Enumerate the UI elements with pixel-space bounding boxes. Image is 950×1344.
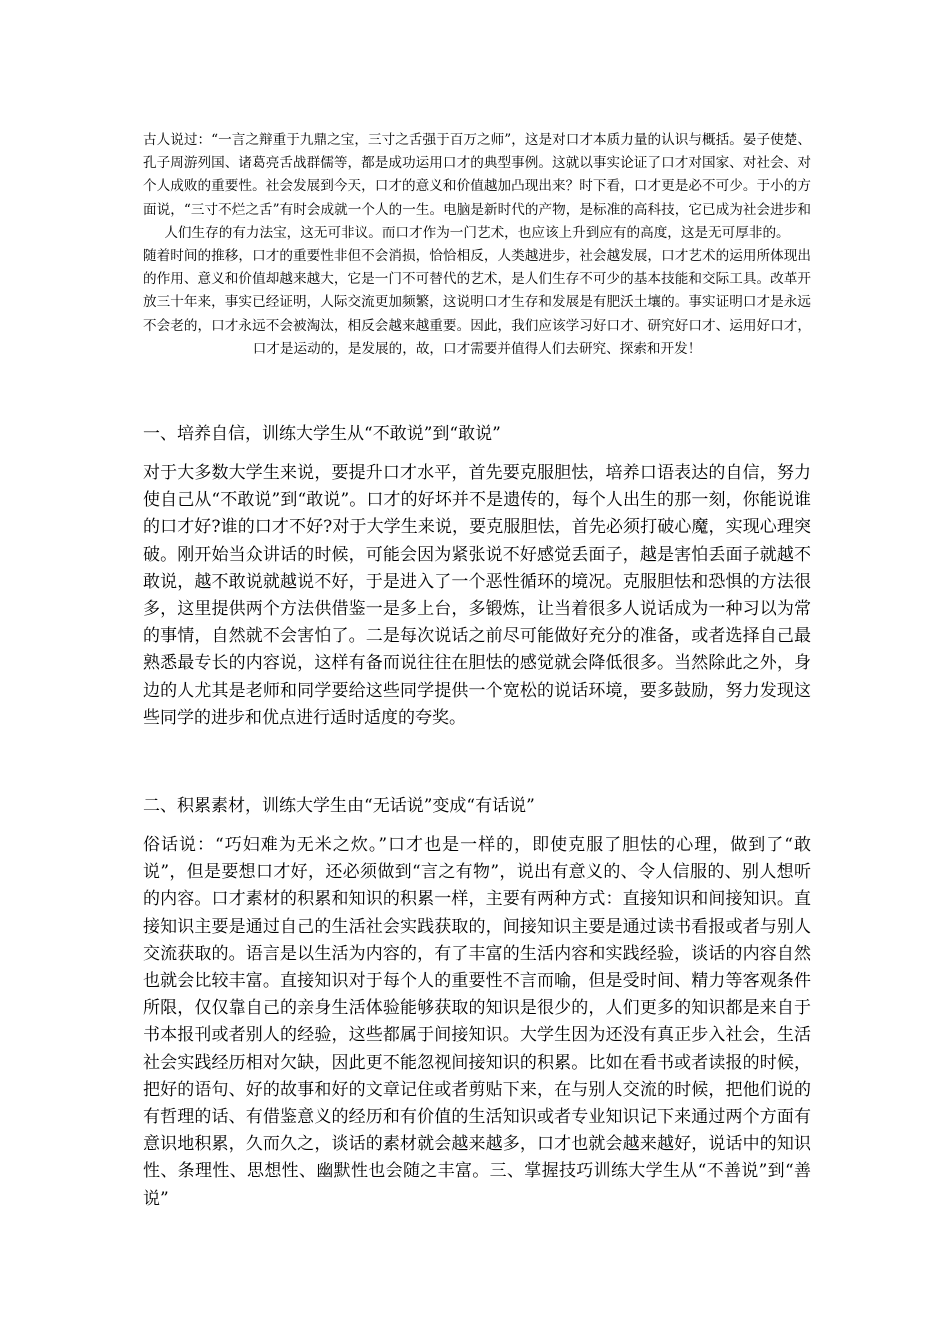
section-1-heading: 一、培养自信，训练大学生从“不敢说”到“敢说” — [143, 424, 501, 444]
intro-paragraph-2: 随着时间的推移，口才的重要性非但不会消损，恰恰相反，人类越进步，社会越发展，口才艺术的运用所体现出的作用、意义和价值却越来越大，它是一门不可替代的艺术，是人们生存不可少的基本技能和交际工具。改革开放三十年来，事实已经证明，人际交流更加频繁，这说明口才生存和发展是有肥沃土壤的。事实证明口才是永远不会老的，口才永远不会被淘汰，相反会越来越重要。因此，我们应该学习好口才、研究好口才、运用好口才，口才是运动的，是发展的，故，口才需要并值得人们去研究、探索和开发！ — [143, 248, 811, 357]
section-1-body: 对于大多数大学生来说，要提升口才水平，首先要克服胆怯，培养口语表达的自信，努力使自己从“不敢说”到“敢说”。口才的好坏并不是遗传的，每个人出生的那一刻，你能说谁的口才好?谁的口才不好?对于大学生来说，要克服胆怯，首先必须打破心魔，实现心理突破。刚开始当众讲话的时候，可能会因为紧张说不好感觉丢面子，越是害怕丢面子就越不敢说，越不敢说就越说不好，于是进入了一个恶性循环的境况。克服胆怯和恐惧的方法很多，这里提供两个方法供借鉴一是多上台，多锻炼，让当着很多人说话成为一种习以为常的事情，自然就不会害怕了。二是每次说话之前尽可能做好充分的准备，或者选择自己最熟悉最专长的内容说，这样有备而说往往在胆怯的感觉就会降低很多。当然除此之外，身边的人尤其是老师和同学要给这些同学提供一个宽松的说话环境，要多鼓励，努力发现这些同学的进步和优点进行适时适度的夸奖。 — [143, 463, 811, 728]
section-2-heading: 二、积累素材，训练大学生由“无话说”变成“有话说” — [143, 796, 535, 816]
intro-paragraph-1: 古人说过：“一言之辩重于九鼎之宝，三寸之舌强于百万之师”，这是对口才本质力量的认识与概括。晏子使楚、孔子周游列国、诸葛亮舌战群儒等，都是成功运用口才的典型事例。这就以事实论证了口才对国家、对社会、对个人成败的重要性。社会发展到今天，口才的意义和价值越加凸现出来？时下看，口才更是必不可少。于小的方面说，“三寸不烂之舌”有时会成就一个人的一生。电脑是新时代的产物，是标准的高科技，它已成为社会进步和人们生存的有力法宝，这无可非议。而口才作为一门艺术，也应该上升到应有的高度，这是无可厚非的。 — [143, 132, 811, 241]
section-2-body: 俗话说：“巧妇难为无米之炊。”口才也是一样的，即使克服了胆怯的心理，做到了“敢说”，但是要想口才好，还必须做到“言之有物”，说出有意义的、令人信服的、别人想听的内容。口才素材的积累和知识的积累一样，主要有两种方式：直接知识和间接知识。直接知识主要是通过自己的生活社会实践获取的，间接知识主要是通过读书看报或者与别人交流获取的。语言是以生活为内容的，有了丰富的生活内容和实践经验，谈话的内容自然也就会比较丰富。直接知识对于每个人的重要性不言而喻，但是受时间、精力等客观条件所限，仅仅靠自己的亲身生活体验能够获取的知识是很少的，人们更多的知识都是来自于书本报刊或者别人的经验，这些都属于间接知识。大学生因为还没有真正步入社会，生活社会实践经历相对欠缺，因此更不能忽视间接知识的积累。比如在看书或者读报的时候，把好的语句、好的故事和好的文章记住或者剪贴下来，在与别人交流的时候，把他们说的有哲理的话、有借鉴意义的经历和有价值的生活知识或者专业知识记下来通过两个方面有意识地积累，久而久之，谈话的素材就会越来越多，口才也就会越来越好，说话中的知识性、条理性、思想性、幽默性也会随之丰富。三、掌握技巧训练大学生从“不善说”到“善说” — [143, 835, 811, 1209]
intro-section — [143, 129, 811, 361]
